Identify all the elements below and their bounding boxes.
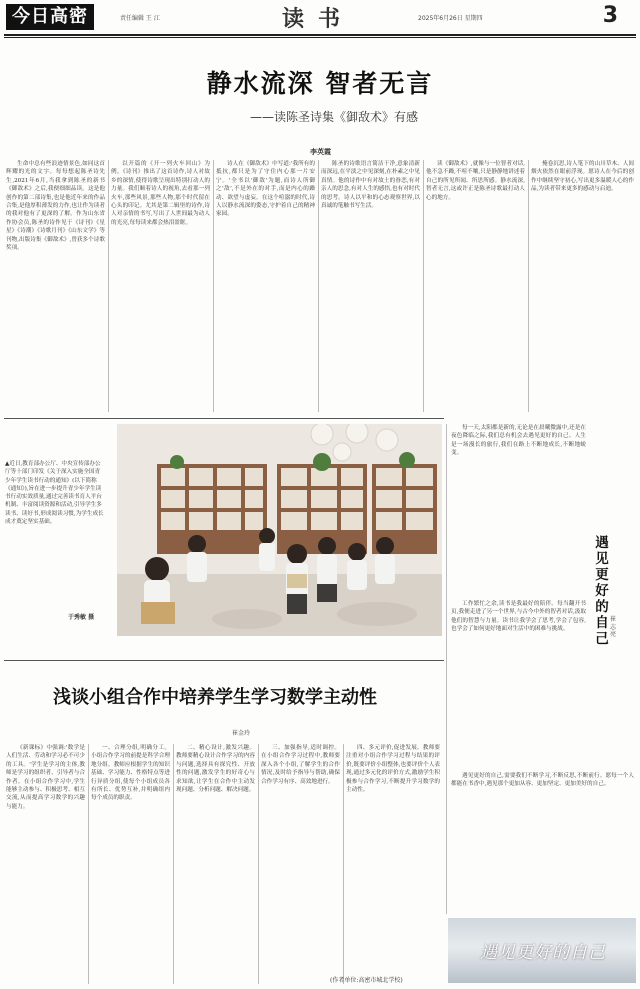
essay-column: 遇见更好的自己,需要我们不断学习,不断反思,不断前行。愿每一个人都能在书香中,遇见那个更加从容、更加坚定、更加美好的自己。	[451, 773, 634, 788]
article-column: 《新课标》中强调:'数学是人们生活、劳动和学习必不可少的工具。'学生是学习的主体,教师是学习的组织者、引导者与合作者。在小组合作学习中,学生能够主动参与、积极思考、相互交流,从而提高学习数学的兴趣与能力。	[6, 745, 85, 810]
lead-column: 诗人在《御敌术》中写道:'我所有的抵抗,都只是为了守住内心那一片安宁。'全书以'御敌'为题,而诗人所御之'敌',不是外在的对手,而是内心的躁动、欲望与虚妄。在这个喧嚣的时代,诗人以静水流深的姿态,守护着自己的精神家园。	[216, 161, 315, 218]
article-column: 三、加强指导,适时调控。在小组合作学习过程中,教师要深入各个小组,了解学生的合作情况,及时给予指导与帮助,确保合作学习有序、高效地进行。	[261, 745, 340, 785]
column-divider	[258, 744, 259, 984]
essay-column: 每一天,太阳都是新的,无论是在晨曦微露中,还是在夜色降临之际,我们总有机会去遇见更好的自己。人生是一场漫长的旅行,我们在路上不断地成长,不断地蜕变。	[451, 425, 586, 457]
page-header	[0, 0, 640, 36]
column-divider	[88, 744, 89, 984]
column-divider	[318, 160, 319, 412]
lead-article-subtitle: ——读陈圣诗集《御敌术》有感	[250, 110, 419, 124]
essay-author: 崔志亮	[609, 616, 616, 638]
editor-credit: 责任编辑 王 江	[120, 15, 160, 22]
article-column: 二、精心设计,激发兴趣。教师要精心设计合作学习的内容与问题,选择具有探究性、开放性的问题,激发学生的好奇心与求知欲,让学生在合作中主动发现问题、分析问题、解决问题。	[176, 745, 255, 794]
page-number: 3	[602, 3, 618, 28]
lead-article-byline: 李英霞	[310, 148, 331, 156]
column-divider	[343, 744, 344, 984]
photo-illustration	[117, 424, 442, 636]
photo-credit: 于秀敏 摄	[68, 614, 95, 621]
article-title: 浅谈小组合作中培养学生学习数学主动性	[53, 687, 377, 708]
essay-illustration	[448, 918, 636, 983]
column-divider	[213, 160, 214, 412]
article-author: 崔金玲	[232, 730, 251, 737]
essay-title: 遇见更好的自己	[595, 535, 609, 647]
essay-column: 工作繁忙之余,读书是我最好的陪伴。每当翻开书页,我便走进了另一个世界,与古今中外的智者对话,汲取他们的智慧与力量。读书让我学会了思考,学会了包容,也学会了如何更好地面对生活中的困难与挑战。	[451, 601, 586, 633]
lead-article-title: 静水流深 智者无言	[206, 69, 434, 98]
column-divider	[446, 424, 447, 914]
lead-column: 掩卷沉思,诗人笔下的山川草木、人间烟火依然在眼前浮现。愿诗人在今后的创作中继续坚守初心,写出更多温暖人心的作品,为读者带来更多的感动与启迪。	[531, 161, 634, 193]
lead-column: 以开篇的《开一列火车回山》为例。《诗刊》推出了这首诗作,诗人对故乡的深情,使得诗歌呈现出特别打动人的力量。我们顺着诗人的视角,去看那一列火车,那些风景,那些人物,那个时代留在心头的印记。尤其是第二辑里的诗作,诗人对亲情的书写,写出了人世间最为动人的光亮,每每读来都会热泪盈眶。	[111, 161, 210, 226]
section-rule	[4, 660, 444, 661]
author-affiliation: (作者单位:高密市城北学校)	[330, 977, 403, 984]
column-divider	[173, 744, 174, 984]
section-title: 读书	[282, 6, 355, 32]
lead-column: 陈圣的诗歌语言简洁干净,意象清新而深远,在平淡之中见深刻,在朴素之中见真情。他的诗作中有对故土的眷恋,有对亲人的思念,有对人生的感悟,也有对时代的思考。诗人以平和的心态观察世界,以真诚的笔触书写生活。	[321, 161, 420, 210]
photo-caption: ▲近日,教育部办公厅、中央宣传部办公厅等十部门印发《关于深入实施全国青少年学生读书行动的通知》(以下简称《通知》),旨在进一步提升青少年学生读书行动实效质量,通过完善读书育人平台机制、丰富阅读资源和活动,引导学生多读书、读好书,形成阅读习惯,为学生成长成才奠定坚实基础。	[5, 461, 104, 526]
issue-date: 2025年6月26日 星期四	[418, 15, 483, 22]
masthead: 今日高密	[6, 4, 94, 30]
column-divider	[528, 160, 529, 412]
lead-column: 读《御敌术》,就像与一位智者对话,他不急不躁,不喧不嚷,只是静静地讲述着自己的所见所闻、所思所感。静水流深,智者无言,这或许正是陈圣诗歌最打动人心的地方。	[426, 161, 525, 201]
section-rule	[4, 418, 444, 419]
article-column: 四、多元评价,促进发展。教师要注重对小组合作学习过程与结果的评价,既要评价小组整体,也要评价个人表现,通过多元化的评价方式,激励学生积极参与合作学习,不断提升学习数学的主动性。	[346, 745, 440, 794]
column-divider	[108, 160, 109, 412]
lead-column: 生命中总有些浪迹情景色,如同这首辉耀的光的文字。每每想起陈圣诗先生,2021年6月,当我拿到陈圣的新书《御敌术》之后,我便细细品读。这是他创作的第二部诗集,也是他近年来的作品合集,是他厚积薄发的力作,也让作为读者的我对他有了更深的了解。作为山东省作协会员,陈圣的诗作见于《诗刊》《星星》《诗潮》《诗歌月刊》《山东文学》等刊物,出版诗集《御敌术》,曾获多个诗歌奖项。	[6, 161, 105, 252]
header-rule-thin	[4, 37, 636, 38]
header-rule	[4, 34, 636, 36]
column-divider	[423, 160, 424, 412]
reading-classroom-photo	[117, 424, 442, 636]
article-column: 一、合理分组,明确分工。小组合作学习的前提是科学合理地分组。教师应根据学生的知识基础、学习能力、性格特点等进行异质分组,使每个小组成员各有所长、优势互补,并明确组内每个成员的职责。	[91, 745, 170, 802]
illustration-title: 遇见更好的自己	[480, 943, 606, 963]
